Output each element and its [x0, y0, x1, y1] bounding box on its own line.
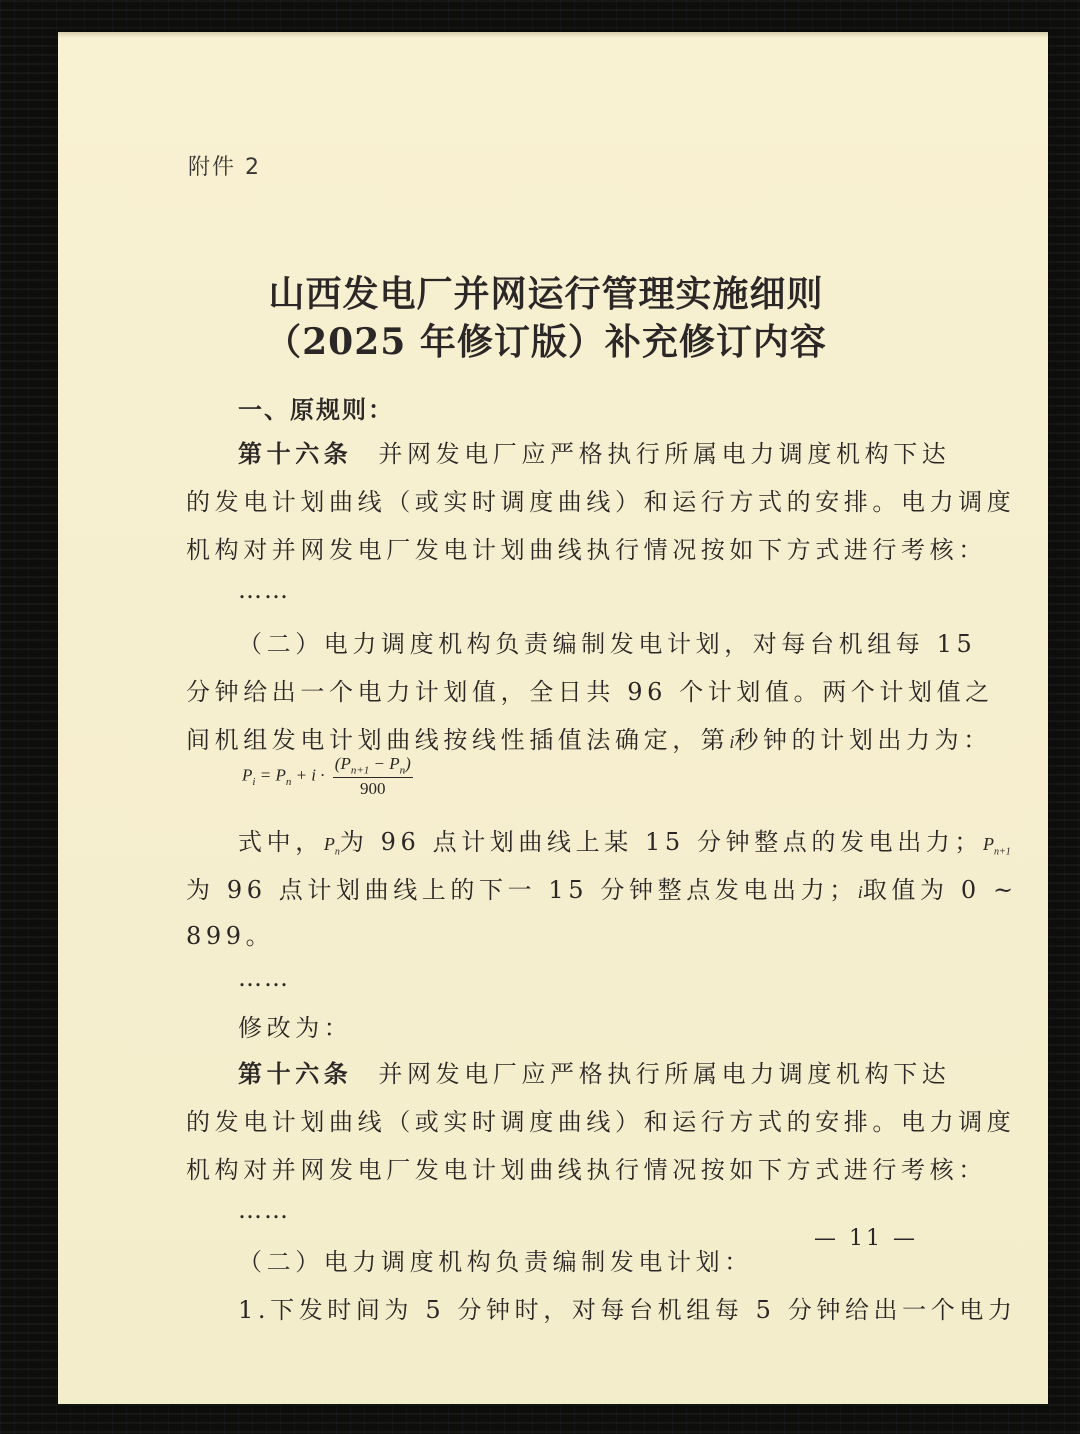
formula-num-a: (P — [334, 754, 351, 773]
variable-pn1 — [983, 834, 1011, 858]
modified-item2-line1: （二）电力调度机构负责编制发电计划： — [238, 1248, 753, 1276]
explanation-line2 — [186, 870, 1018, 905]
formula-fraction — [333, 754, 413, 799]
explanation-text-c: 为 96 点计划曲线上的下一 15 分钟整点发电出力； — [186, 876, 858, 904]
item2-line3-text-a: 间机组发电计划曲线按线性插值法确定，第 — [186, 726, 730, 754]
item2-line1: （二）电力调度机构负责编制发电计划，对每台机组每 15 — [238, 630, 977, 658]
document-page — [58, 32, 1048, 1404]
explanation-line1 — [238, 822, 1011, 858]
modify-label: 修改为： — [238, 1014, 353, 1042]
article-16-line3: 机构对并网发电厂发电计划曲线执行情况按如下方式进行考核： — [186, 536, 987, 564]
page-number: — 11 — — [814, 1226, 918, 1251]
variable-pn-sub: n — [334, 846, 340, 858]
formula-num-end: ) — [405, 754, 411, 773]
formula-pn: P — [275, 765, 286, 785]
modified-article-16-line1 — [238, 1054, 950, 1089]
formula-num-sub1: n+1 — [350, 764, 370, 777]
variable-pn1-sub: n+1 — [994, 846, 1011, 858]
formula-denominator: 900 — [360, 779, 386, 799]
variable-pn1-base: P — [983, 834, 995, 854]
article-16-line2: 的发电计划曲线（或实时调度曲线）和运行方式的安排。电力调度 — [186, 488, 1016, 516]
article-16-line1-text: 并网发电厂应严格执行所属电力调度机构下达 — [378, 440, 951, 468]
paper-edge — [58, 32, 1048, 38]
modified-item2-sub1: 1.下发时间为 5 分钟时，对每台机组每 5 分钟给出一个电力 — [238, 1296, 1017, 1324]
variable-i-range: i — [857, 882, 863, 902]
modified-ellipsis: …… — [238, 1196, 290, 1224]
explanation-text-d: 取值为 0 ~ — [862, 876, 1018, 904]
formula-num-sub2: n — [399, 764, 406, 777]
modified-article-16-line2: 的发电计划曲线（或实时调度曲线）和运行方式的安排。电力调度 — [186, 1108, 1016, 1136]
variable-pn-base: P — [323, 834, 335, 854]
modified-article-label: 第十六条 — [238, 1059, 353, 1088]
explanation-line3: 899。 — [186, 922, 275, 950]
formula-lhs: P — [242, 765, 253, 785]
formula-num-mid: − P — [369, 754, 400, 773]
explanation-text-a: 式中， — [238, 828, 324, 856]
article-label: 第十六条 — [238, 439, 353, 468]
document-title-line2: （2025 年修订版）补充修订内容 — [265, 321, 827, 363]
modified-article-16-line1-text: 并网发电厂应严格执行所属电力调度机构下达 — [378, 1060, 951, 1088]
document-title-line1: 山西发电厂并网运行管理实施细则 — [268, 273, 824, 315]
modified-article-16-line3: 机构对并网发电厂发电计划曲线执行情况按如下方式进行考核： — [186, 1156, 987, 1184]
article-16-line1 — [238, 434, 950, 469]
explanation-text-b: 为 96 点计划曲线上某 15 分钟整点的发电出力； — [339, 828, 984, 856]
item2-line3 — [186, 720, 992, 755]
formula-numerator — [333, 754, 413, 778]
attachment-label: 附件 2 — [188, 155, 261, 180]
formula-lhs-sub: i — [252, 776, 256, 788]
section-heading-original: 一、原规则： — [238, 396, 394, 424]
interpolation-formula — [242, 754, 413, 799]
variable-pn — [323, 834, 340, 858]
formula-equals: = — [255, 765, 276, 785]
ellipsis-2: …… — [238, 964, 290, 992]
item2-line2: 分钟给出一个电力计划值，全日共 96 个计划值。两个计划值之 — [186, 678, 994, 706]
variable-i: i — [729, 732, 735, 752]
formula-pn-sub: n — [285, 776, 292, 788]
formula-plus-i: + i · — [291, 765, 325, 785]
item2-line3-text-b: 秒钟的计划出力为： — [734, 726, 992, 754]
ellipsis: …… — [238, 576, 290, 604]
